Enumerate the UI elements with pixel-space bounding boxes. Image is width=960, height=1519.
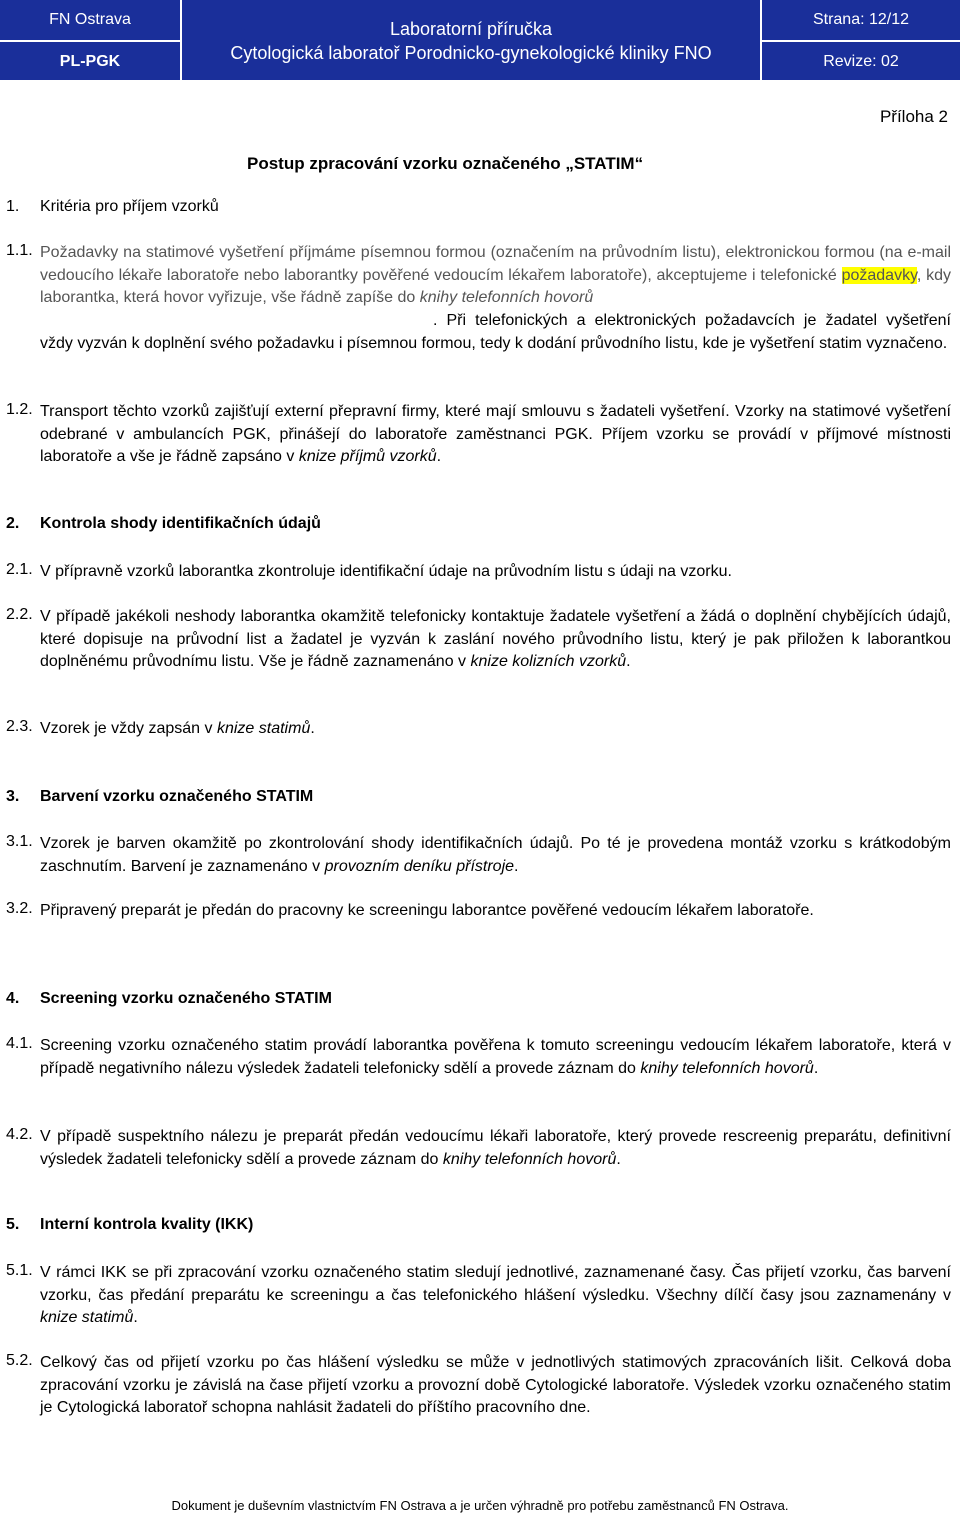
header-subtitle: Cytologická laboratoř Porodnicko-gynekologické kliniky FNO bbox=[230, 43, 712, 63]
item-number: 1.1. bbox=[6, 242, 33, 259]
item-text: Vzorek je barven okamžitě po zkontrolování shody identifikačních údajů. Po té je provedena montáž vzorku s krátkodobým zaschnutím. Barvení je zaznamenáno v provozním deníku přístroje. bbox=[40, 835, 951, 875]
section-title: Screening vzorku označeného STATIM bbox=[40, 990, 332, 1007]
item-number: 3.2. bbox=[6, 900, 33, 917]
item-text: V rámci IKK se při zpracování vzorku označeného statim sledují jednotlivé, zaznamenané časy. Čas přijetí vzorku, čas barvení vzorku, čas předání preparátu ke screeningu a čas telefonického hlášení výsledku. Všechny dílčí časy jsou zaznamenány v knize statimů. bbox=[40, 1264, 951, 1326]
section-title: Barvení vzorku označeného STATIM bbox=[40, 788, 314, 805]
item-text: Připravený preparát je předán do pracovny ke screeningu laborantce pověřené vedoucím lékařem laboratoře. bbox=[40, 902, 814, 919]
item-number: 4.2. bbox=[6, 1126, 33, 1143]
item-number: 1.2. bbox=[6, 401, 33, 418]
item-text: Celkový čas od přijetí vzorku po čas hlášení výsledku se může v jednotlivých statimových zpracováních lišit. Celková doba zpracování vzorku je závislá na čase přijetí vzorku a provozní době Cytologické laboratoře. Výsledek vzorku označeného statim je Cytologická laboratoř schopna nahlásit žadateli do příštího pracovního dne. bbox=[40, 1354, 951, 1416]
item-text-continued: . Při telefonických a elektronických požadavcích je žadatel vyšetření vždy vyzván k doplnění svého požadavku i písemnou formou, tedy k dodání průvodního listu, kde je vyšetření statim vyznačeno. bbox=[40, 312, 951, 352]
item-text: Požadavky na statimové vyšetření příjmáme písemnou formou (označením na průvodním listu), elektronickou formou (na e-mail vedoucího lékaře laboratoře nebo laborantky pověřené vedoucím lékařem laboratoře), akceptujeme i telefonické požadavky, kdy laborantka, která hovor vyřizuje, vše řádně zapíše do knihy telefonních hovorů bbox=[40, 244, 951, 306]
item-text: Screening vzorku označeného statim provádí laborantka pověřena k tomuto screeningu vedoucím lékařem laboratoře, která v případě negativního nálezu výsledek žadateli telefonicky sdělí a provede záznam do knihy telefonních hovorů. bbox=[40, 1037, 951, 1077]
main-title: Postup zpracování vzorku označeného „STATIM“ bbox=[247, 154, 644, 173]
item-text: V případě suspektního nálezu je preparát předán vedoucímu lékaři laboratoře, který provede rescreenig preparátu, definitivní výsledek žadateli telefonicky sdělí a provede záznam do knihy telefonních hovorů. bbox=[40, 1128, 951, 1168]
item-number: 5.2. bbox=[6, 1352, 33, 1369]
header-divider bbox=[760, 40, 960, 42]
item-number: 3.1. bbox=[6, 833, 33, 850]
item-number: 2.1. bbox=[6, 561, 33, 578]
item-number: 2.3. bbox=[6, 718, 33, 735]
header-code: PL-PGK bbox=[59, 53, 121, 70]
header-divider bbox=[0, 40, 180, 42]
document-header bbox=[0, 0, 960, 80]
item-number: 4.1. bbox=[6, 1035, 33, 1052]
section-title: Interní kontrola kvality (IKK) bbox=[40, 1216, 254, 1233]
item-text: V přípravně vzorků laborantka zkontroluje identifikační údaje na průvodním listu s údaji na vzorku. bbox=[40, 563, 732, 580]
section-number: 3. bbox=[6, 788, 20, 805]
section-number: 2. bbox=[6, 515, 20, 532]
header-org: FN Ostrava bbox=[49, 11, 131, 28]
item-number: 5.1. bbox=[6, 1262, 33, 1279]
item-text: Transport těchto vzorků zajišťují externí přepravní firmy, které mají smlouvu s žadateli vyšetření. Vzorky na statimové vyšetření odebrané v ambulancích PGK, přinášejí do laboratoře zaměstnanci PGK. Příjem vzorku se provádí v příjmové místnosti laboratoře a vše je řádně zapsáno v knize příjmů vzorků. bbox=[40, 403, 951, 465]
highlighted-text: požadavky bbox=[841, 266, 917, 284]
document-footer: Dokument je duševním vlastnictvím FN Ostrava a je určen výhradně pro potřebu zaměstnanců FN Ostrava. bbox=[171, 1498, 789, 1513]
item-text: Vzorek je vždy zapsán v knize statimů. bbox=[40, 720, 315, 737]
section-number: 5. bbox=[6, 1216, 20, 1233]
header-revision: Revize: 02 bbox=[823, 53, 899, 70]
item-number: 2.2. bbox=[6, 606, 33, 623]
appendix-label: Příloha 2 bbox=[879, 107, 948, 126]
section-title: Kritéria pro příjem vzorků bbox=[40, 198, 219, 215]
section-number: 1. bbox=[6, 198, 20, 215]
section-number: 4. bbox=[6, 990, 20, 1007]
section-title: Kontrola shody identifikačních údajů bbox=[40, 515, 321, 532]
header-page: Strana: 12/12 bbox=[812, 11, 910, 28]
header-title: Laboratorní příručka bbox=[389, 19, 553, 39]
item-text: V případě jakékoli neshody laborantka okamžitě telefonicky kontaktuje žadatele vyšetření a žádá o doplnění chybějících údajů, které dopisuje na průvodní list a žadatel je vyzván k zaslání nového průvodního listu, který je pak přiložen k laborantkou doplněnému průvodnímu listu. Vše je řádně zaznamenáno v knize kolizních vzorků. bbox=[40, 608, 951, 670]
header-divider bbox=[180, 0, 182, 80]
